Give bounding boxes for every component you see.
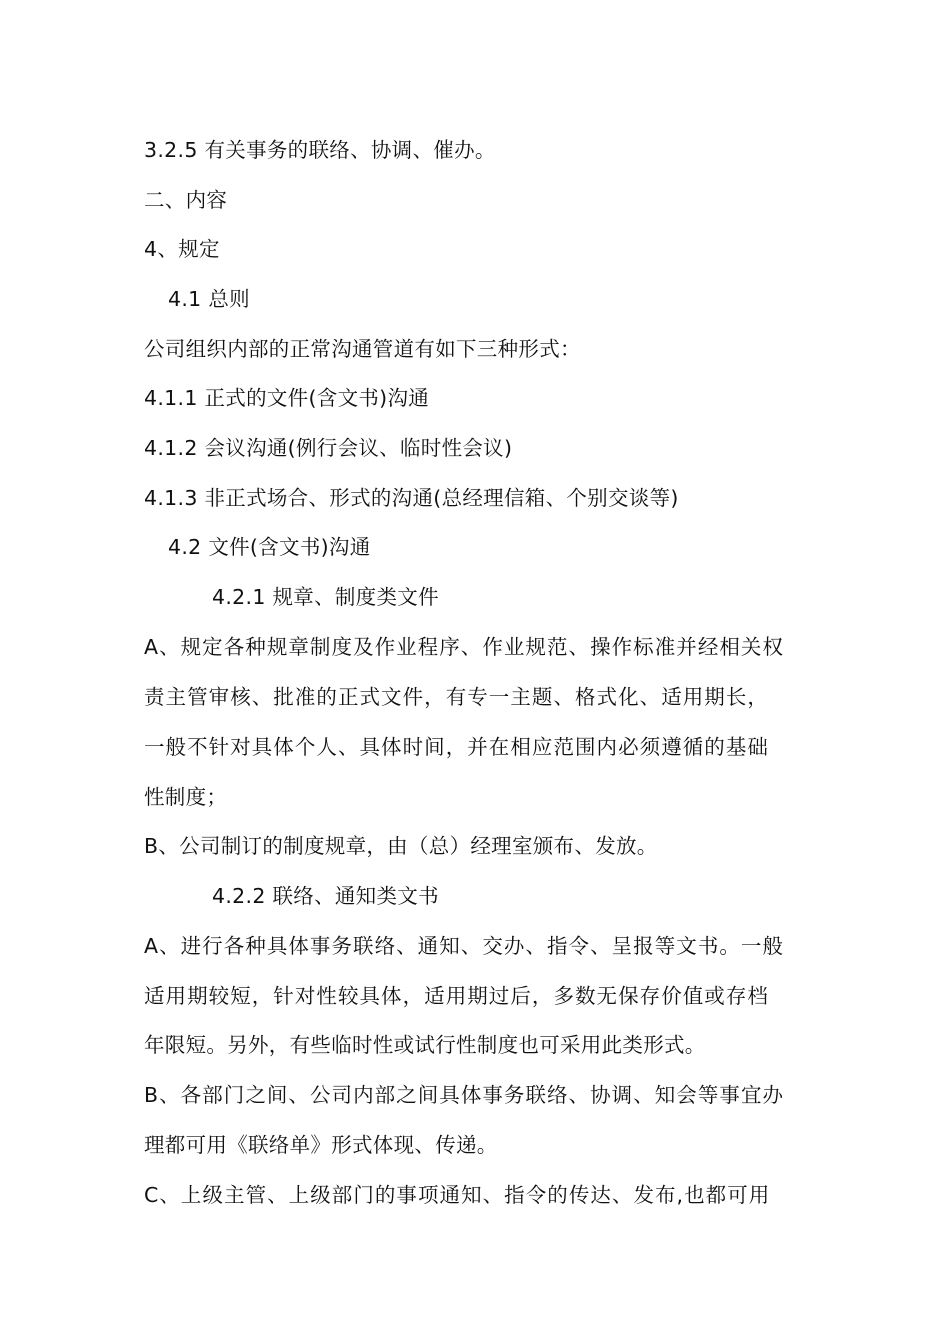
heading-4-2-1-regulations: 4.2.1 规章、制度类文件 — [212, 585, 439, 609]
clause-4-1-3: 4.1.3 非正式场合、形式的沟通(总经理信箱、个别交谈等) — [144, 486, 679, 510]
paragraph-4-2-2-a-line-3: 年限短。另外，有些临时性或试行性制度也可采用此类形式。 — [144, 1033, 706, 1057]
paragraph-4-2-1-b: B、公司制订的制度规章，由（总）经理室颁布、发放。 — [144, 834, 658, 858]
section-heading-content: 二、内容 — [144, 188, 228, 212]
paragraph-4-2-1-a-line-4: 性制度； — [144, 785, 228, 809]
paragraph-channels-intro: 公司组织内部的正常沟通管道有如下三种形式： — [144, 337, 581, 361]
paragraph-4-2-2-a-line-2: 适用期较短，针对性较具体，适用期过后，多数无保存价值或存档 — [144, 984, 769, 1008]
paragraph-4-2-1-a-line-3: 一般不针对具体个人、具体时间，并在相应范围内必须遵循的基础 — [144, 735, 769, 759]
heading-4-2-2-notices: 4.2.2 联络、通知类文书 — [212, 884, 439, 908]
paragraph-4-2-2-b-line-1: B、各部门之间、公司内部之间具体事务联络、协调、知会等事宜办 — [144, 1083, 785, 1107]
clause-4-1-2: 4.1.2 会议沟通(例行会议、临时性会议) — [144, 436, 513, 460]
paragraph-4-2-2-b-line-2: 理都可用《联络单》形式体现、传递。 — [144, 1133, 498, 1157]
clause-3-2-5: 3.2.5 有关事务的联络、协调、催办。 — [144, 138, 496, 162]
heading-4-2-documents: 4.2 文件(含文书)沟通 — [168, 535, 371, 559]
heading-4-rules: 4、规定 — [144, 237, 220, 261]
heading-4-1-general: 4.1 总则 — [168, 287, 250, 311]
paragraph-4-2-1-a-line-2: 责主管审核、批准的正式文件，有专一主题、格式化、适用期长， — [144, 685, 769, 709]
paragraph-4-2-1-a-line-1: A、规定各种规章制度及作业程序、作业规范、操作标准并经相关权 — [144, 635, 785, 659]
paragraph-4-2-2-c-line-1: C、上级主管、上级部门的事项通知、指令的传达、发布,也都可用 — [144, 1183, 771, 1207]
clause-4-1-1: 4.1.1 正式的文件(含文书)沟通 — [144, 386, 430, 410]
paragraph-4-2-2-a-line-1: A、进行各种具体事务联络、通知、交办、指令、呈报等文书。一般 — [144, 934, 785, 958]
